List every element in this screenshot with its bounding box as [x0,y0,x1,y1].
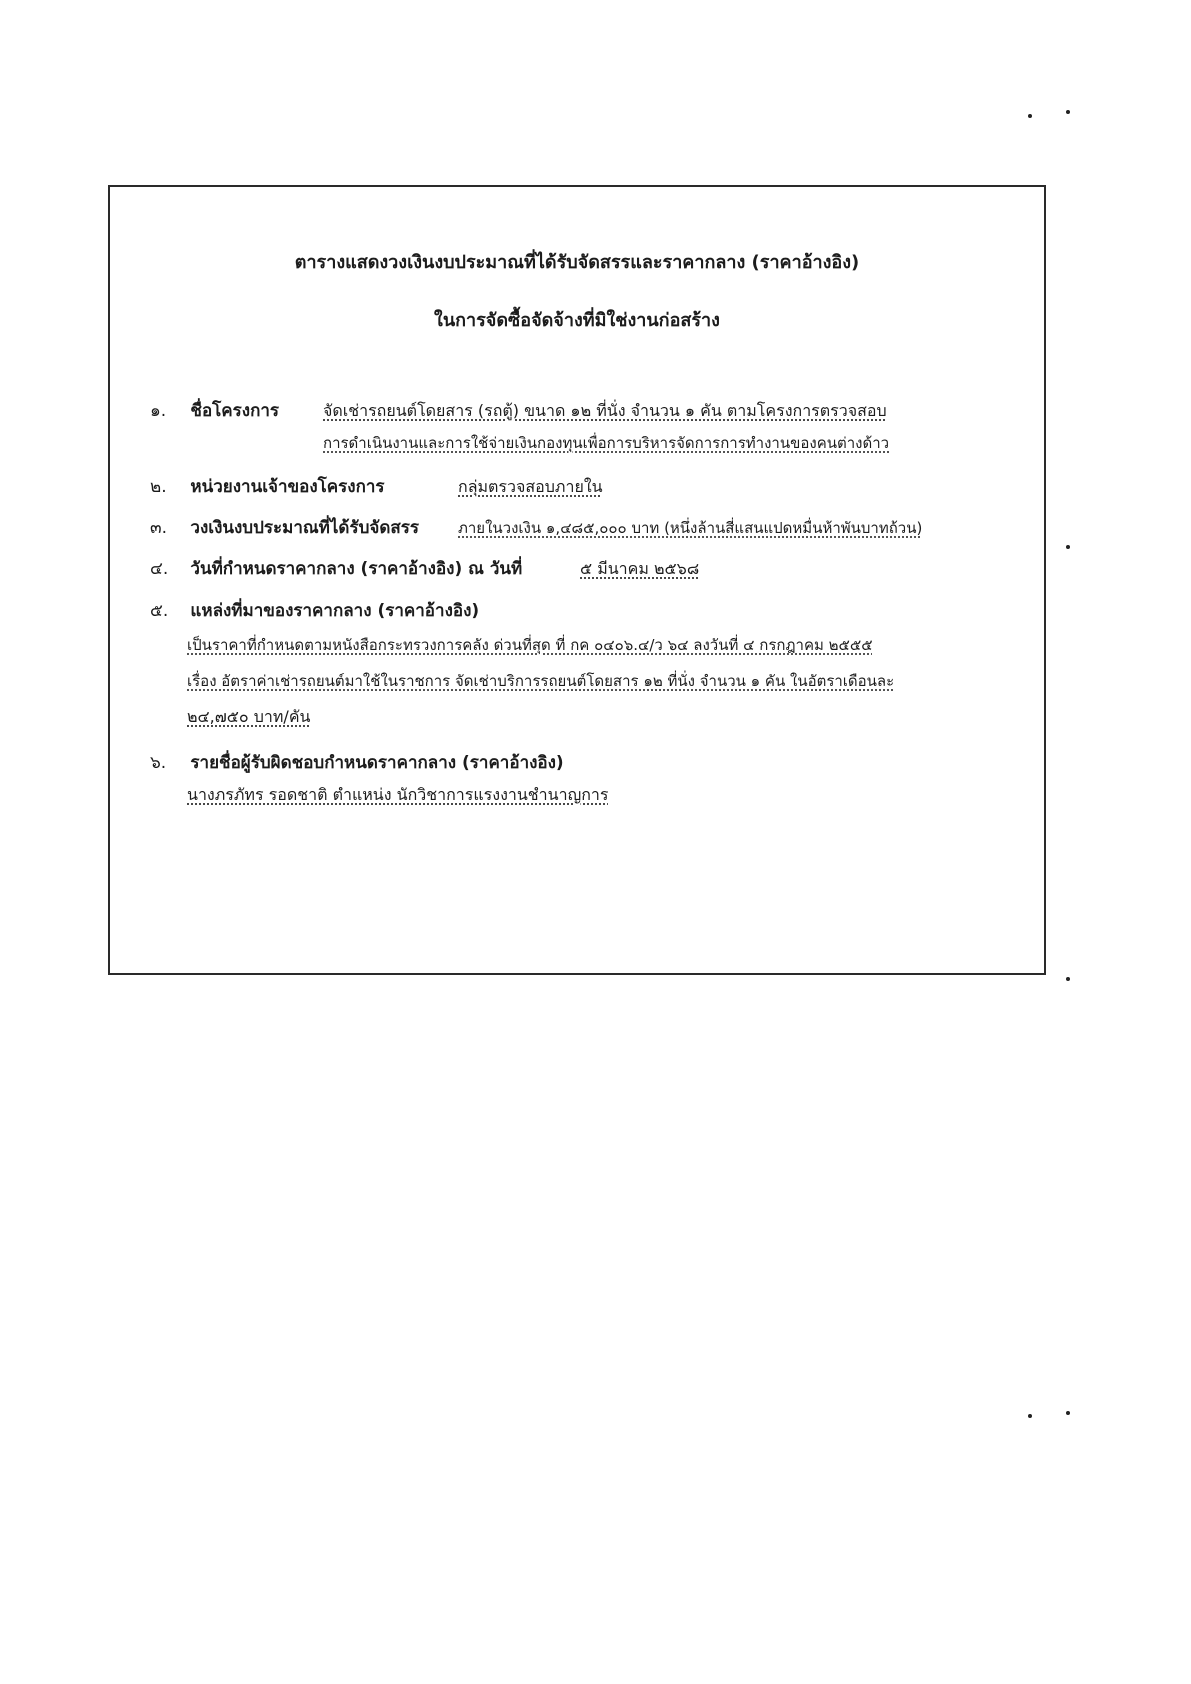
item-project-name [150,395,279,427]
item-budget [150,512,419,544]
scan-speck [1066,110,1070,114]
item-project-owner [150,471,385,503]
item-label: ชื่อโครงการ [190,401,280,421]
project-name-value-line2: การดำเนินงานและการใช้จ่ายเงินกองทุนเพื่อการบริหารจัดการการทำงานของคนต่างด้าว [323,434,890,452]
scan-speck [1066,545,1070,549]
item-responsible-person [150,747,564,779]
scan-speck [1066,1411,1070,1415]
item-number: ๑. [150,401,167,421]
project-owner-value: กลุ่มตรวจสอบภายใน [458,477,603,496]
item-label: แหล่งที่มาของราคากลาง (ราคาอ้างอิง) [190,601,480,621]
scan-speck [1028,114,1032,118]
price-source-value-line3: ๒๔,๗๕๐ บาท/คัน [187,707,311,726]
reference-date-value: ๕ มีนาคม ๒๕๖๘ [580,559,700,578]
item-number: ๓. [150,518,168,538]
item-price-source [150,595,479,627]
item-reference-date [150,553,522,585]
item-number: ๕. [150,601,169,621]
budget-value: ภายในวงเงิน ๑,๔๘๕,๐๐๐ บาท (หนึ่งล้านสี่แสนแปดหมื่นห้าพันบาทถ้วน) [458,519,923,537]
price-source-value-line2: เรื่อง อัตราค่าเช่ารถยนต์มาใช้ในราชการ จัดเช่าบริการรถยนต์โดยสาร ๑๒ ที่นั่ง จำนวน ๑ คัน ในอัตราเดือนละ [187,672,895,690]
responsible-person-value: นางภรภัทร รอดชาติ ตำแหน่ง นักวิชาการแรงงานชำนาญการ [187,785,609,804]
item-number: ๖. [150,753,167,773]
project-name-value-line1: จัดเช่ารถยนต์โดยสาร (รถตู้) ขนาด ๑๒ ที่นั่ง จำนวน ๑ คัน ตามโครงการตรวจสอบ [323,401,887,420]
document-subtitle: ในการจัดซื้อจัดจ้างที่มิใช่งานก่อสร้าง [434,310,720,331]
scan-speck [1066,977,1070,981]
item-label: วงเงินงบประมาณที่ได้รับจัดสรร [190,518,420,538]
scan-speck [1028,1414,1032,1418]
item-label: วันที่กำหนดราคากลาง (ราคาอ้างอิง) ณ วันที่ [190,559,523,579]
document-title: ตารางแสดงวงเงินงบประมาณที่ได้รับจัดสรรและราคากลาง (ราคาอ้างอิง) [294,252,860,273]
item-number: ๔. [150,559,169,579]
document-frame [108,185,1046,975]
item-number: ๒. [150,477,167,497]
item-label: รายชื่อผู้รับผิดชอบกำหนดราคากลาง (ราคาอ้างอิง) [190,753,564,773]
price-source-value-line1: เป็นราคาที่กำหนดตามหนังสือกระทรวงการคลัง ด่วนที่สุด ที่ กค ๐๔๐๖.๔/ว ๖๔ ลงวันที่ ๔ กรกฎาคม ๒๕๕๕ [187,636,873,654]
item-label: หน่วยงานเจ้าของโครงการ [190,477,385,497]
